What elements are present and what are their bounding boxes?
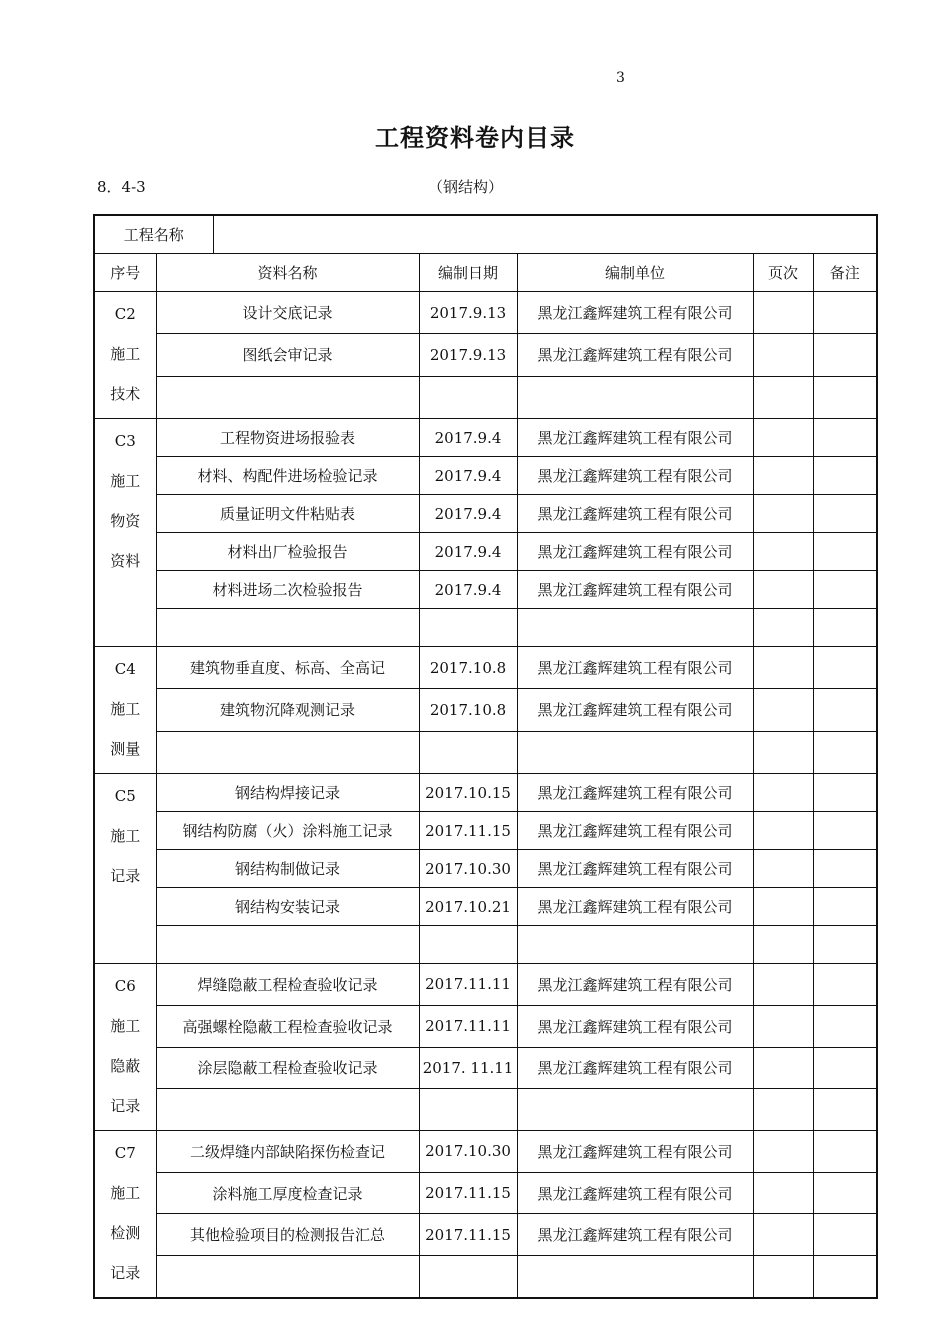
item-date: 2017.11.11: [419, 1005, 517, 1047]
item-unit: 黑龙江鑫辉建筑工程有限公司: [517, 419, 753, 457]
table-row: [94, 334, 877, 376]
group-label-line: C2: [114, 305, 136, 323]
group-label-line: 隐蔽: [110, 1057, 141, 1075]
item-page: [753, 292, 813, 334]
item-name: 材料、构配件进场检验记录: [156, 457, 419, 495]
item-note: [813, 1256, 877, 1298]
item-unit: 黑龙江鑫辉建筑工程有限公司: [517, 571, 753, 609]
header-row: [94, 254, 877, 292]
table-row: [94, 457, 877, 495]
item-unit: 黑龙江鑫辉建筑工程有限公司: [517, 647, 753, 689]
table-row: [94, 647, 877, 689]
item-date: 2017.10.30: [419, 850, 517, 888]
item-name: 材料进场二次检验报告: [156, 571, 419, 609]
document-title: 工程资料卷内目录: [375, 124, 575, 152]
table-row: [94, 1214, 877, 1256]
item-note: [813, 964, 877, 1006]
item-name: [156, 376, 419, 418]
group-label-line: 检测: [110, 1224, 141, 1242]
item-page: [753, 533, 813, 571]
item-date: 2017.11.15: [419, 1214, 517, 1256]
item-note: [813, 1214, 877, 1256]
item-note: [813, 419, 877, 457]
item-name: [156, 731, 419, 773]
group-label-line: 物资: [110, 512, 141, 530]
table-row: [94, 774, 877, 812]
item-date: [419, 609, 517, 647]
item-date: 2017.11.11: [419, 964, 517, 1006]
group-label-line: C6: [114, 977, 136, 995]
group-label-line: C4: [114, 660, 136, 678]
item-name: 材料出厂检验报告: [156, 533, 419, 571]
table-row: [94, 1256, 877, 1298]
table-row: [94, 1047, 877, 1089]
group-label-line: 施工: [110, 1184, 141, 1202]
item-unit: 黑龙江鑫辉建筑工程有限公司: [517, 850, 753, 888]
item-page: [753, 457, 813, 495]
group-label-line: C7: [114, 1144, 136, 1162]
item-name: 涂层隐蔽工程检查验收记录: [156, 1047, 419, 1089]
table-row: [94, 689, 877, 731]
item-unit: 黑龙江鑫辉建筑工程有限公司: [517, 812, 753, 850]
item-unit: 黑龙江鑫辉建筑工程有限公司: [517, 1172, 753, 1214]
document-subtitle: （钢结构）: [428, 178, 504, 196]
group-label: [94, 964, 156, 1131]
item-name: 钢结构制做记录: [156, 850, 419, 888]
item-name: 钢结构防腐（火）涂料施工记录: [156, 812, 419, 850]
item-name: 高强螺栓隐蔽工程检查验收记录: [156, 1005, 419, 1047]
item-unit: [517, 376, 753, 418]
item-date: 2017.9.4: [419, 495, 517, 533]
item-page: [753, 1131, 813, 1173]
item-page: [753, 1005, 813, 1047]
item-note: [813, 571, 877, 609]
document-code: 8．4-3: [97, 178, 146, 196]
item-date: 2017.11.15: [419, 812, 517, 850]
item-note: [813, 731, 877, 773]
table-row: [94, 419, 877, 457]
table-row: [94, 850, 877, 888]
item-date: 2017. 11.11: [419, 1047, 517, 1089]
group-label-line: 技术: [110, 385, 141, 403]
item-note: [813, 1089, 877, 1131]
group-label-line: 施工: [110, 827, 141, 845]
item-page: [753, 1089, 813, 1131]
group-label: [94, 292, 156, 419]
item-unit: 黑龙江鑫辉建筑工程有限公司: [517, 495, 753, 533]
item-page: [753, 812, 813, 850]
item-name: [156, 1089, 419, 1131]
item-note: [813, 888, 877, 926]
item-unit: 黑龙江鑫辉建筑工程有限公司: [517, 292, 753, 334]
item-unit: 黑龙江鑫辉建筑工程有限公司: [517, 1047, 753, 1089]
item-note: [813, 689, 877, 731]
item-date: [419, 926, 517, 964]
item-unit: 黑龙江鑫辉建筑工程有限公司: [517, 533, 753, 571]
group-label-line: 记录: [110, 1264, 141, 1282]
table-row: [94, 571, 877, 609]
item-page: [753, 774, 813, 812]
group-label: [94, 1131, 156, 1299]
header-page: 页次: [753, 254, 813, 292]
item-name: 建筑物沉降观测记录: [156, 689, 419, 731]
item-date: 2017.10.8: [419, 689, 517, 731]
header-seq: 序号: [94, 254, 156, 292]
group-label-line: 施工: [110, 1017, 141, 1035]
item-date: 2017.9.4: [419, 571, 517, 609]
table-row: [94, 812, 877, 850]
item-page: [753, 609, 813, 647]
item-note: [813, 292, 877, 334]
item-page: [753, 571, 813, 609]
item-note: [813, 1047, 877, 1089]
project-row: [94, 215, 877, 254]
item-page: [753, 689, 813, 731]
table-row: [94, 495, 877, 533]
item-date: 2017.9.4: [419, 533, 517, 571]
item-name: 涂料施工厚度检查记录: [156, 1172, 419, 1214]
item-unit: [517, 1089, 753, 1131]
group-label: [94, 647, 156, 774]
item-note: [813, 609, 877, 647]
item-note: [813, 1172, 877, 1214]
group-label: [94, 419, 156, 647]
catalog-table: [93, 214, 878, 1299]
table-row: [94, 376, 877, 418]
item-page: [753, 888, 813, 926]
table-row: [94, 1172, 877, 1214]
item-name: 质量证明文件粘贴表: [156, 495, 419, 533]
item-date: [419, 1089, 517, 1131]
item-unit: 黑龙江鑫辉建筑工程有限公司: [517, 1214, 753, 1256]
item-date: [419, 376, 517, 418]
table-row: [94, 533, 877, 571]
item-date: 2017.9.4: [419, 419, 517, 457]
item-page: [753, 334, 813, 376]
group-label-line: C5: [114, 787, 136, 805]
item-name: [156, 609, 419, 647]
page-number: 3: [616, 70, 625, 86]
item-unit: [517, 609, 753, 647]
group-label: [94, 774, 156, 964]
item-note: [813, 376, 877, 418]
table-row: [94, 964, 877, 1006]
table-row: [94, 1005, 877, 1047]
table-row: [94, 731, 877, 773]
group-label-line: 测量: [110, 740, 141, 758]
item-unit: 黑龙江鑫辉建筑工程有限公司: [517, 888, 753, 926]
header-name: 资料名称: [156, 254, 419, 292]
item-page: [753, 1047, 813, 1089]
table-row: [94, 1089, 877, 1131]
item-name: [156, 1256, 419, 1298]
item-unit: 黑龙江鑫辉建筑工程有限公司: [517, 457, 753, 495]
item-date: 2017.10.8: [419, 647, 517, 689]
item-date: 2017.9.13: [419, 334, 517, 376]
group-label-line: 施工: [110, 700, 141, 718]
item-date: [419, 1256, 517, 1298]
table-row: [94, 926, 877, 964]
item-unit: [517, 731, 753, 773]
project-name-label: 工程名称: [94, 215, 213, 254]
header-note: 备注: [813, 254, 877, 292]
item-date: 2017.11.15: [419, 1172, 517, 1214]
item-page: [753, 926, 813, 964]
item-name: 设计交底记录: [156, 292, 419, 334]
item-page: [753, 964, 813, 1006]
item-name: 钢结构焊接记录: [156, 774, 419, 812]
item-page: [753, 1256, 813, 1298]
item-date: 2017.9.13: [419, 292, 517, 334]
item-name: 钢结构安装记录: [156, 888, 419, 926]
item-page: [753, 647, 813, 689]
item-page: [753, 1172, 813, 1214]
header-date: 编制日期: [419, 254, 517, 292]
item-page: [753, 850, 813, 888]
header-unit: 编制单位: [517, 254, 753, 292]
item-page: [753, 495, 813, 533]
item-unit: 黑龙江鑫辉建筑工程有限公司: [517, 334, 753, 376]
item-name: 工程物资进场报验表: [156, 419, 419, 457]
item-note: [813, 926, 877, 964]
item-date: 2017.10.30: [419, 1131, 517, 1173]
item-note: [813, 850, 877, 888]
item-name: 其他检验项目的检测报告汇总: [156, 1214, 419, 1256]
item-page: [753, 731, 813, 773]
item-page: [753, 376, 813, 418]
group-label-line: 记录: [110, 1097, 141, 1115]
item-unit: 黑龙江鑫辉建筑工程有限公司: [517, 689, 753, 731]
project-name-value: [213, 215, 877, 254]
item-date: 2017.10.21: [419, 888, 517, 926]
item-name: 焊缝隐蔽工程检查验收记录: [156, 964, 419, 1006]
group-label-line: 资料: [110, 552, 141, 570]
item-page: [753, 419, 813, 457]
item-note: [813, 647, 877, 689]
item-note: [813, 774, 877, 812]
item-note: [813, 1005, 877, 1047]
item-note: [813, 457, 877, 495]
item-name: [156, 926, 419, 964]
item-unit: 黑龙江鑫辉建筑工程有限公司: [517, 1131, 753, 1173]
item-note: [813, 495, 877, 533]
item-date: 2017.9.4: [419, 457, 517, 495]
item-name: 二级焊缝内部缺陷探伤检查记: [156, 1131, 419, 1173]
item-note: [813, 812, 877, 850]
table-row: [94, 609, 877, 647]
item-note: [813, 533, 877, 571]
item-note: [813, 1131, 877, 1173]
item-name: 建筑物垂直度、标高、全高记: [156, 647, 419, 689]
table-row: [94, 888, 877, 926]
group-label-line: 记录: [110, 867, 141, 885]
item-unit: [517, 1256, 753, 1298]
item-date: 2017.10.15: [419, 774, 517, 812]
item-date: [419, 731, 517, 773]
item-unit: [517, 926, 753, 964]
item-page: [753, 1214, 813, 1256]
item-unit: 黑龙江鑫辉建筑工程有限公司: [517, 774, 753, 812]
group-label-line: 施工: [110, 472, 141, 490]
item-unit: 黑龙江鑫辉建筑工程有限公司: [517, 1005, 753, 1047]
item-unit: 黑龙江鑫辉建筑工程有限公司: [517, 964, 753, 1006]
table-row: [94, 1131, 877, 1173]
item-name: 图纸会审记录: [156, 334, 419, 376]
table-row: [94, 292, 877, 334]
item-note: [813, 334, 877, 376]
group-label-line: C3: [114, 432, 136, 450]
group-label-line: 施工: [110, 345, 141, 363]
